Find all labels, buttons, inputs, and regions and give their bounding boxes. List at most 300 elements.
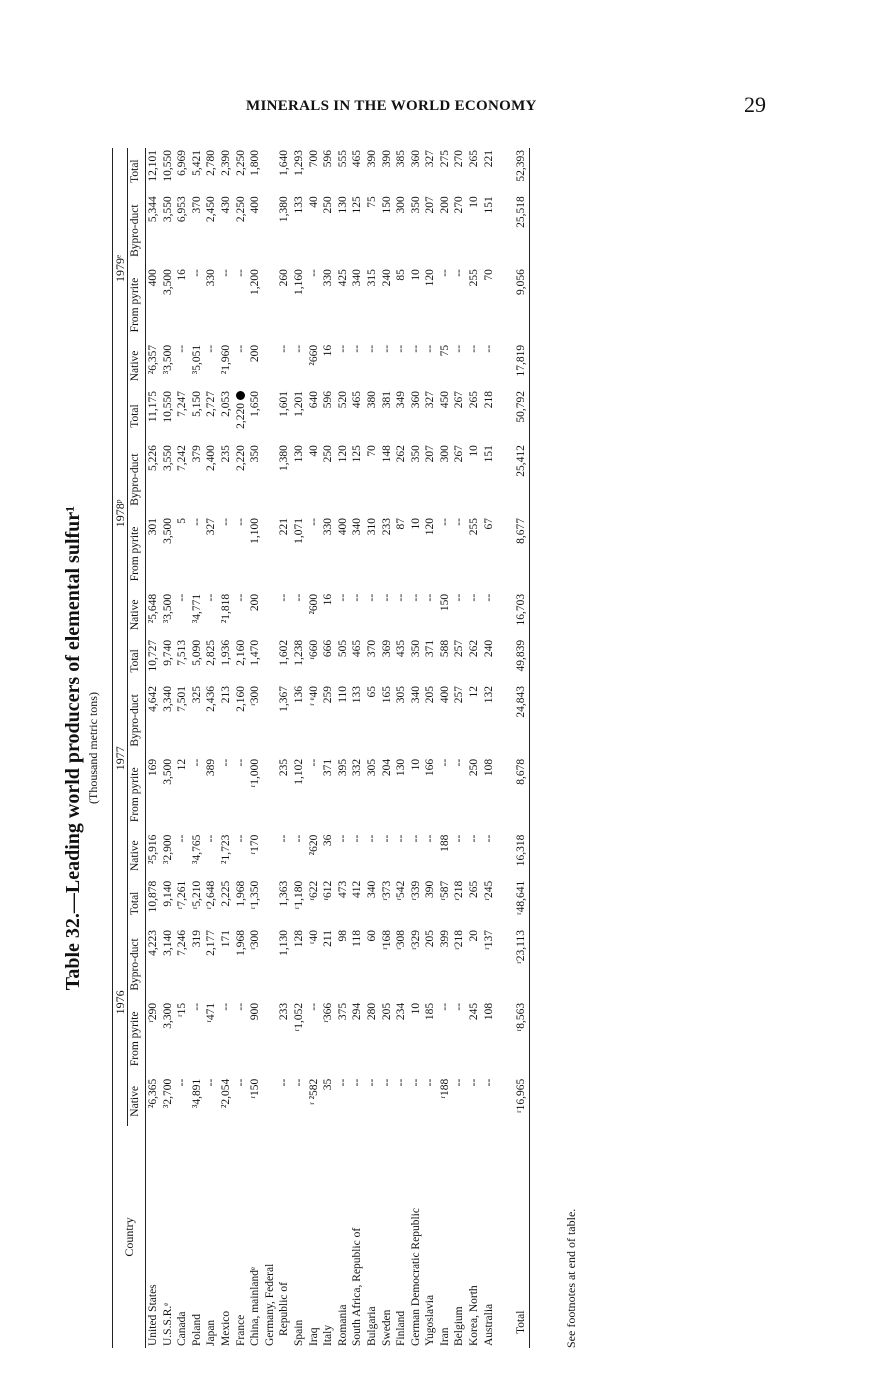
column-header: Total bbox=[128, 879, 146, 928]
value-cell: -- bbox=[380, 593, 393, 602]
value-cell: 128 bbox=[292, 930, 305, 948]
country-cell: China, mainlandᵉ bbox=[249, 1267, 262, 1346]
value-cell: 520 bbox=[336, 390, 349, 409]
country-cell: Korea, North bbox=[468, 1285, 481, 1346]
value-cell: 257 bbox=[453, 639, 466, 658]
value-cell: 200 bbox=[438, 196, 451, 214]
value-cell: 3,300 bbox=[161, 1002, 174, 1029]
value-cell: ³3,500 bbox=[161, 593, 174, 624]
table-row bbox=[409, 148, 424, 1348]
value-cell: 900 bbox=[249, 1002, 262, 1021]
value-cell: 240 bbox=[482, 639, 495, 658]
value-cell: -- bbox=[307, 1002, 320, 1011]
value-cell: -- bbox=[438, 1002, 451, 1011]
value-cell: 380 bbox=[365, 390, 378, 409]
value-cell: 294 bbox=[351, 1002, 364, 1021]
table-row bbox=[423, 148, 438, 1348]
value-cell: -- bbox=[351, 1078, 364, 1087]
value-cell: 1,367 bbox=[278, 685, 291, 712]
value-cell bbox=[263, 516, 278, 592]
value-cell: 1,968 bbox=[234, 880, 247, 907]
value-cell: 60 bbox=[365, 930, 378, 942]
country-cell: Sweden bbox=[380, 1309, 393, 1346]
value-cell: -- bbox=[190, 1002, 203, 1011]
value-cell: 2,160 bbox=[234, 639, 247, 666]
value-cell: -- bbox=[438, 269, 451, 277]
total-cell: ʳ16,965 bbox=[515, 1078, 528, 1113]
value-cell: 5,226 bbox=[147, 445, 159, 471]
value-cell: 169 bbox=[147, 758, 159, 777]
value-cell: 35 bbox=[322, 1078, 335, 1091]
value-cell: -- bbox=[453, 518, 466, 526]
value-cell: 10 bbox=[409, 518, 422, 530]
value-cell: ʳ300 bbox=[249, 685, 262, 706]
value-cell: 310 bbox=[365, 518, 378, 536]
value-cell: 301 bbox=[147, 518, 159, 536]
country-cell: Mexico bbox=[219, 1310, 232, 1346]
value-cell: -- bbox=[190, 269, 203, 277]
value-cell: 7,513 bbox=[176, 639, 189, 666]
value-cell: 330 bbox=[322, 269, 335, 287]
value-cell: 2,727 bbox=[205, 390, 218, 417]
value-cell: -- bbox=[482, 834, 495, 843]
column-header: Total bbox=[128, 638, 146, 684]
table-row bbox=[438, 148, 453, 1348]
total-cell: 25,518 bbox=[515, 196, 528, 228]
value-cell: 465 bbox=[351, 150, 364, 168]
value-cell: 340 bbox=[351, 518, 364, 536]
value-cell: 3,550 bbox=[161, 445, 174, 471]
value-cell: 465 bbox=[351, 639, 364, 658]
table-row bbox=[175, 148, 190, 1348]
value-cell: 2,400 bbox=[205, 445, 218, 471]
value-cell: 255 bbox=[468, 518, 481, 536]
total-cell: ʳ8,563 bbox=[515, 1002, 528, 1032]
value-cell: ʳ587 bbox=[438, 880, 451, 901]
value-cell: 10,550 bbox=[161, 150, 174, 182]
value-cell: 70 bbox=[365, 445, 378, 457]
value-cell: 5,090 bbox=[190, 639, 203, 666]
value-cell: 300 bbox=[438, 445, 451, 463]
value-cell: 1,071 bbox=[292, 518, 305, 544]
column-header: Native bbox=[128, 833, 146, 879]
column-header: Total bbox=[128, 148, 146, 194]
value-cell: 2,250 bbox=[234, 196, 247, 223]
value-cell: 148 bbox=[380, 445, 393, 463]
value-cell: -- bbox=[453, 593, 466, 602]
table-row bbox=[277, 148, 292, 1348]
value-cell: 7,501 bbox=[176, 685, 189, 712]
value-cell: 2,825 bbox=[205, 639, 218, 666]
value-cell: 400 bbox=[336, 518, 349, 536]
value-cell: ²600 bbox=[307, 593, 320, 615]
value-cell: 450 bbox=[438, 390, 451, 409]
value-cell: 257 bbox=[453, 685, 466, 704]
value-cell: 245 bbox=[468, 1002, 481, 1021]
value-cell: 350 bbox=[249, 445, 262, 463]
value-cell: 270 bbox=[453, 150, 466, 168]
value-cell: 260 bbox=[278, 269, 291, 287]
value-cell: 700 bbox=[307, 150, 320, 168]
value-cell: 390 bbox=[424, 880, 437, 898]
value-cell: 213 bbox=[219, 685, 232, 704]
table-row bbox=[204, 148, 219, 1348]
value-cell: 473 bbox=[336, 880, 349, 898]
country-cell: German Democratic Republic bbox=[409, 1208, 422, 1346]
value-cell: 10,550 bbox=[161, 390, 174, 423]
value-cell: 40 bbox=[307, 445, 320, 457]
value-cell: 262 bbox=[395, 445, 408, 463]
value-cell: -- bbox=[234, 344, 247, 353]
value-cell: 2,053 bbox=[219, 390, 232, 417]
total-cell: 16,703 bbox=[515, 593, 528, 626]
value-cell: ʳ542 bbox=[395, 880, 408, 901]
column-header: From pyrite bbox=[128, 516, 146, 592]
column-header: Native bbox=[128, 592, 146, 638]
value-cell: 12,101 bbox=[147, 150, 159, 182]
value-cell: 218 bbox=[482, 390, 495, 409]
value-cell: 280 bbox=[365, 1002, 378, 1021]
value-cell: ʳ373 bbox=[380, 880, 393, 901]
value-cell: 371 bbox=[424, 639, 437, 658]
value-cell: ³2,900 bbox=[161, 834, 174, 864]
value-cell bbox=[263, 443, 278, 516]
value-cell: ʳ170 bbox=[249, 834, 262, 855]
value-cell: -- bbox=[482, 1078, 495, 1087]
table-row bbox=[292, 148, 307, 1348]
value-cell: 150 bbox=[438, 593, 451, 612]
value-cell: 3,500 bbox=[161, 758, 174, 785]
value-cell: -- bbox=[409, 834, 422, 843]
value-cell: 1,160 bbox=[292, 269, 305, 295]
value-cell: 250 bbox=[322, 196, 335, 214]
value-cell: ²660 bbox=[307, 344, 320, 366]
value-cell: -- bbox=[234, 518, 247, 526]
value-cell: 5,421 bbox=[190, 150, 203, 176]
value-cell: 262 bbox=[468, 639, 481, 658]
value-cell: ʳ660 bbox=[307, 639, 320, 660]
table-row bbox=[146, 148, 161, 1348]
value-cell: -- bbox=[336, 344, 349, 353]
value-cell: 435 bbox=[395, 639, 408, 658]
value-cell: -- bbox=[219, 1002, 232, 1011]
value-cell: 204 bbox=[380, 758, 393, 777]
value-cell: ²5,648 bbox=[147, 593, 159, 624]
value-cell: 211 bbox=[322, 930, 335, 947]
value-cell: -- bbox=[219, 518, 232, 526]
value-cell: 125 bbox=[351, 445, 364, 463]
value-cell: 666 bbox=[322, 639, 335, 658]
value-cell: -- bbox=[234, 758, 247, 767]
year-header-1978: 1978ᵖ bbox=[113, 389, 128, 638]
value-cell: -- bbox=[409, 593, 422, 602]
value-cell: 136 bbox=[292, 685, 305, 704]
value-cell: ʳ188 bbox=[438, 1078, 451, 1099]
country-cell: Japan bbox=[205, 1319, 218, 1346]
value-cell: 250 bbox=[468, 758, 481, 777]
value-cell: 2,436 bbox=[205, 685, 218, 712]
value-cell: 130 bbox=[395, 758, 408, 777]
value-cell: 395 bbox=[336, 758, 349, 777]
value-cell: ²1,723 bbox=[219, 834, 232, 864]
country-cell: Iran bbox=[438, 1327, 451, 1346]
running-head: MINERALS IN THE WORLD ECONOMY bbox=[246, 98, 537, 114]
country-cell: Iraq bbox=[307, 1327, 320, 1346]
value-cell: 108 bbox=[482, 758, 495, 777]
value-cell: -- bbox=[453, 344, 466, 353]
value-cell: -- bbox=[351, 593, 364, 602]
value-cell: 2,780 bbox=[205, 150, 218, 176]
value-cell: 265 bbox=[468, 150, 481, 168]
value-cell: 370 bbox=[365, 639, 378, 658]
value-cell: 275 bbox=[438, 150, 451, 168]
value-cell: -- bbox=[409, 1078, 422, 1087]
value-cell: 98 bbox=[336, 930, 349, 942]
sulfur-producers-table bbox=[112, 148, 531, 1348]
country-header: Country bbox=[113, 1126, 146, 1348]
value-cell: 1,968 bbox=[234, 930, 247, 956]
value-cell: 234 bbox=[395, 1002, 408, 1021]
value-cell: 171 bbox=[219, 930, 232, 948]
value-cell: 70 bbox=[482, 269, 495, 281]
column-header: Bypro-duct bbox=[128, 443, 146, 516]
table-subtitle: (Thousand metric tons) bbox=[86, 692, 100, 804]
value-cell: -- bbox=[234, 1002, 247, 1011]
value-cell: 11,175 bbox=[147, 390, 159, 423]
table-row bbox=[482, 148, 497, 1348]
country-cell: Romania bbox=[336, 1304, 349, 1346]
value-cell: -- bbox=[190, 518, 203, 526]
value-cell: 205 bbox=[424, 930, 437, 948]
value-cell: 10 bbox=[409, 758, 422, 771]
value-cell: ʳ2,648 bbox=[205, 880, 218, 910]
value-cell: ʳ1,052 bbox=[292, 1002, 305, 1032]
value-cell: -- bbox=[409, 344, 422, 353]
value-cell: 221 bbox=[278, 518, 291, 536]
value-cell bbox=[263, 833, 278, 879]
value-cell: -- bbox=[424, 834, 437, 843]
value-cell: 1,380 bbox=[278, 445, 291, 471]
value-cell: 108 bbox=[482, 1002, 495, 1021]
value-cell: 267 bbox=[453, 445, 466, 463]
value-cell: 332 bbox=[351, 758, 364, 777]
value-cell: -- bbox=[380, 834, 393, 843]
value-cell: -- bbox=[453, 834, 466, 843]
table-row bbox=[190, 148, 205, 1348]
value-cell: 75 bbox=[365, 196, 378, 208]
value-cell: 132 bbox=[482, 685, 495, 704]
country-cell: Republic of bbox=[278, 1282, 291, 1336]
value-cell: 1,238 bbox=[292, 639, 305, 666]
value-cell: ʳ168 bbox=[380, 930, 393, 950]
value-cell: -- bbox=[234, 834, 247, 843]
value-cell bbox=[263, 267, 278, 343]
table-row bbox=[394, 148, 409, 1348]
value-cell: 188 bbox=[438, 834, 451, 852]
total-cell: 16,318 bbox=[515, 834, 528, 867]
value-cell: 1,602 bbox=[278, 639, 291, 666]
value-cell: 12 bbox=[176, 758, 189, 771]
value-cell: -- bbox=[365, 834, 378, 843]
value-cell: -- bbox=[468, 1078, 481, 1087]
value-cell: 233 bbox=[380, 518, 393, 536]
value-cell: ʳ218 bbox=[453, 880, 466, 901]
value-cell: 6,953 bbox=[176, 196, 189, 223]
total-cell: 52,393 bbox=[515, 150, 528, 182]
value-cell: ²6,357 bbox=[147, 344, 159, 375]
value-cell: 12 bbox=[468, 685, 481, 698]
value-cell: -- bbox=[205, 1078, 218, 1087]
country-cell: Italy bbox=[322, 1324, 335, 1346]
value-cell: 2,250 bbox=[234, 150, 247, 176]
table-row bbox=[350, 148, 365, 1348]
column-header: Total bbox=[128, 389, 146, 443]
table-row bbox=[336, 148, 351, 1348]
value-cell: -- bbox=[336, 1078, 349, 1087]
value-cell: 369 bbox=[380, 639, 393, 658]
value-cell: 3,500 bbox=[161, 518, 174, 544]
total-cell: 8,677 bbox=[515, 518, 528, 544]
value-cell: 1,800 bbox=[249, 150, 262, 176]
table-row bbox=[263, 148, 278, 1348]
value-cell: 1,293 bbox=[292, 150, 305, 176]
value-cell: ʳ ²582 bbox=[307, 1078, 320, 1105]
value-cell: -- bbox=[424, 344, 437, 353]
value-cell: 2,225 bbox=[219, 880, 232, 907]
value-cell: 10 bbox=[468, 445, 481, 457]
value-cell: 267 bbox=[453, 390, 466, 409]
value-cell: 3,140 bbox=[161, 930, 174, 956]
value-cell: ʳ ᵉ40 bbox=[307, 685, 320, 706]
value-cell: ²5,916 bbox=[147, 834, 159, 864]
value-cell: ³5,051 bbox=[190, 344, 203, 375]
value-cell: -- bbox=[234, 593, 247, 602]
value-cell: 330 bbox=[205, 269, 218, 287]
value-cell: 400 bbox=[249, 196, 262, 214]
value-cell bbox=[263, 1001, 278, 1077]
value-cell: ʳ5,210 bbox=[190, 880, 203, 910]
value-cell: 40 bbox=[307, 196, 320, 208]
column-header: From pyrite bbox=[128, 1001, 146, 1077]
value-cell: 4,642 bbox=[147, 685, 159, 712]
column-header: From pyrite bbox=[128, 267, 146, 343]
value-cell: 3,550 bbox=[161, 196, 174, 223]
value-cell: ²1,960 bbox=[219, 344, 232, 375]
value-cell: ʳ622 bbox=[307, 880, 320, 901]
value-cell: 325 bbox=[190, 685, 203, 704]
total-cell: 9,056 bbox=[515, 269, 528, 295]
value-cell: 205 bbox=[424, 685, 437, 704]
value-cell: 350 bbox=[409, 445, 422, 463]
value-cell: 379 bbox=[190, 445, 203, 463]
value-cell: -- bbox=[205, 344, 218, 353]
value-cell: -- bbox=[292, 1078, 305, 1087]
value-cell: 7,247 bbox=[176, 390, 189, 417]
footnote: See footnotes at end of table. bbox=[564, 1208, 578, 1348]
value-cell: -- bbox=[278, 344, 291, 353]
value-cell: 9,140 bbox=[161, 880, 174, 907]
value-cell: 16 bbox=[176, 269, 189, 281]
value-cell: -- bbox=[336, 593, 349, 602]
rotated-table-panel bbox=[52, 148, 612, 1348]
column-header: Native bbox=[128, 1077, 146, 1126]
value-cell: -- bbox=[380, 344, 393, 353]
value-cell: -- bbox=[307, 269, 320, 277]
value-cell: 340 bbox=[351, 269, 364, 287]
value-cell: -- bbox=[424, 1078, 437, 1087]
value-cell: 319 bbox=[190, 930, 203, 948]
value-cell: 1,650 bbox=[249, 390, 262, 417]
value-cell: -- bbox=[176, 1078, 189, 1087]
value-cell: -- bbox=[482, 344, 495, 353]
value-cell bbox=[263, 389, 278, 443]
value-cell: 120 bbox=[424, 518, 437, 536]
value-cell: 400 bbox=[438, 685, 451, 704]
value-cell: 120 bbox=[336, 445, 349, 463]
value-cell: -- bbox=[336, 834, 349, 843]
value-cell: 1,102 bbox=[292, 758, 305, 785]
value-cell: -- bbox=[468, 834, 481, 843]
country-cell: Poland bbox=[190, 1314, 203, 1346]
column-header: Bypro-duct bbox=[128, 928, 146, 1001]
total-cell: 25,412 bbox=[515, 445, 528, 477]
value-cell: -- bbox=[438, 758, 451, 767]
value-cell: 150 bbox=[380, 196, 393, 214]
value-cell: 350 bbox=[409, 196, 422, 214]
value-cell: 259 bbox=[322, 685, 335, 704]
value-cell: ³3,500 bbox=[161, 344, 174, 375]
value-cell: -- bbox=[468, 344, 481, 353]
value-cell: -- bbox=[307, 518, 320, 526]
value-cell: 371 bbox=[322, 758, 335, 777]
total-cell: 49,839 bbox=[515, 639, 528, 672]
value-cell: ʳ471 bbox=[205, 1002, 218, 1023]
value-cell: -- bbox=[176, 344, 189, 353]
value-cell: 360 bbox=[409, 390, 422, 409]
value-cell: -- bbox=[424, 593, 437, 602]
value-cell: 412 bbox=[351, 880, 364, 898]
value-cell: 300 bbox=[395, 196, 408, 214]
value-cell: 5,344 bbox=[147, 196, 159, 223]
value-cell: -- bbox=[395, 834, 408, 843]
value-cell: 133 bbox=[351, 685, 364, 704]
value-cell: 400 bbox=[147, 269, 159, 287]
value-cell: -- bbox=[395, 344, 408, 353]
value-cell bbox=[263, 194, 278, 267]
value-cell: ʳ245 bbox=[482, 880, 495, 901]
total-cell: ʳ23,113 bbox=[515, 930, 528, 964]
value-cell: -- bbox=[205, 834, 218, 843]
value-cell: -- bbox=[380, 1078, 393, 1087]
year-header-1979: 1979ᵉ bbox=[113, 148, 128, 389]
country-cell: Australia bbox=[482, 1303, 495, 1346]
table-row bbox=[321, 148, 336, 1348]
value-cell: ʳ290 bbox=[147, 1002, 159, 1023]
value-cell: ²6,365 bbox=[147, 1078, 159, 1109]
table-row bbox=[234, 148, 249, 1348]
value-cell: -- bbox=[278, 593, 291, 602]
column-header: Bypro-duct bbox=[128, 194, 146, 267]
value-cell: 10,878 bbox=[147, 880, 159, 913]
value-cell: 1,380 bbox=[278, 196, 291, 223]
value-cell: 200 bbox=[249, 344, 262, 363]
value-cell: ʳ612 bbox=[322, 880, 335, 901]
value-cell: -- bbox=[234, 269, 247, 277]
value-cell: 327 bbox=[205, 518, 218, 536]
value-cell: 130 bbox=[292, 445, 305, 463]
value-cell: 20 bbox=[468, 930, 481, 942]
country-cell: Spain bbox=[292, 1319, 305, 1346]
